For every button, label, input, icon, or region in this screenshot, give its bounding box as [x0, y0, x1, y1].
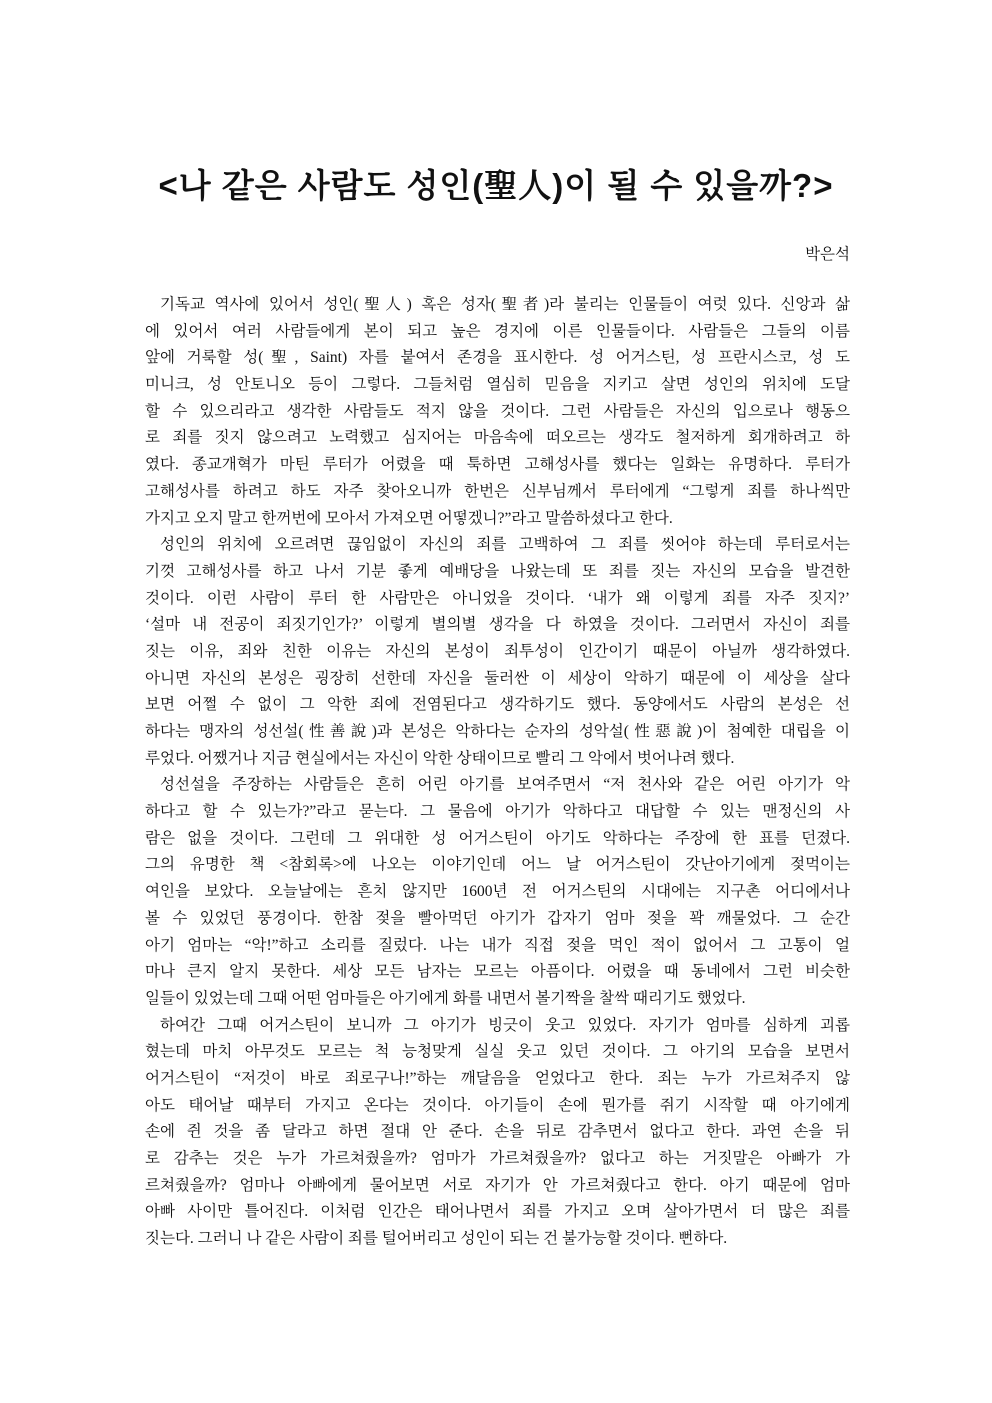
text-line: 하다고 할 수 있는가?”라고 묻는다. 그 물음에 아기가 악하다고 대답할 수 있는 맨정신의 사 [145, 803, 850, 821]
text-line: 그의 유명한 책 <참회록>에 나오는 이야기인데 어느 날 어거스틴이 갓난아기에게 젖먹이는 [145, 856, 850, 874]
text-line: 볼 수 있었던 풍경이다. 한참 젖을 빨아먹던 아기가 갑자기 엄마 젖을 꽉 깨물었다. 그 순간 [145, 909, 850, 927]
document-body [145, 292, 850, 1253]
text-line: 어거스틴이 “저것이 바로 죄로구나!”하는 깨달음을 얻었다고 한다. 죄는 누가 가르쳐주지 않 [145, 1069, 850, 1087]
text-line: 아니면 자신의 본성은 굉장히 선한데 자신을 둘러싼 이 세상이 악하기 때문에 이 세상을 살다 [145, 669, 850, 687]
text-line: 루었다. 어쨌거나 지금 현실에서는 자신이 악한 상태이므로 빨리 그 악에서 벗어나려 했다. [145, 749, 735, 767]
text-line: 성인의 위치에 오르려면 끊임없이 자신의 죄를 고백하여 그 죄를 씻어야 하는데 루터로서는 [160, 536, 850, 554]
text-line: 하다는 맹자의 성선설(性善說)과 본성은 악하다는 순자의 성악설(性惡說)이 첨예한 대립을 이 [145, 723, 850, 740]
text-line: 아빠 사이만 틀어진다. 이처럼 인간은 태어나면서 죄를 가지고 오며 살아가면서 더 많은 죄를 [145, 1203, 850, 1221]
text-line: 가지고 오지 말고 한꺼번에 모아서 가져오면 어떻겠니?”라고 말씀하셨다고 한다. [145, 509, 673, 527]
paragraph [145, 1013, 850, 1253]
text-line: 짓는 이유, 죄와 친한 이유는 자신의 본성이 죄투성이 인간이기 때문이 아닐까 생각하였다. [145, 642, 850, 660]
text-line: 성선설을 주장하는 사람들은 흔히 어린 아기를 보여주면서 “저 천사와 같은 어린 아기가 악 [160, 776, 850, 794]
text-line: 르쳐줬을까? 엄마나 아빠에게 물어보면 서로 자기가 안 가르쳐줬다고 한다. 아기 때문에 엄마 [145, 1176, 850, 1194]
text-line: 손에 쥔 것을 좀 달라고 하면 절대 안 준다. 손을 뒤로 감추면서 없다고 한다. 과연 손을 뒤 [145, 1123, 850, 1141]
text-line: 미니크, 성 안토니오 등이 그렇다. 그들처럼 열심히 믿음을 지키고 살면 성인의 위치에 도달 [145, 376, 850, 394]
text-line: 람은 없을 것이다. 그런데 그 위대한 성 어거스틴이 아기도 악하다는 주장에 한 표를 던졌다. [145, 829, 850, 847]
text-line: 할 수 있으리라고 생각한 사람들도 적지 않을 것이다. 그런 사람들은 자신의 입으로나 행동으 [145, 402, 850, 420]
text-line: 아기 엄마는 “악!”하고 소리를 질렀다. 나는 내가 직접 젖을 먹인 적이 없어서 그 고통이 얼 [145, 936, 850, 954]
text-line: 하여간 그때 어거스틴이 보니까 그 아기가 빙긋이 웃고 있었다. 자기가 엄마를 심하게 괴롭 [160, 1016, 850, 1034]
text-line: 것이다. 이런 사람이 루터 한 사람만은 아니었을 것이다. ‘내가 왜 이렇게 죄를 자주 짓지?’ [145, 589, 850, 607]
author-name: 박은석 [805, 246, 850, 263]
text-line: 아도 태어날 때부터 가지고 온다는 것이다. 아기들이 손에 뭔가를 쥐기 시작할 때 아기에게 [145, 1096, 850, 1114]
text-line: 혔는데 마치 아무것도 모르는 척 능청맞게 실실 웃고 있던 것이다. 그 아기의 모습을 보면서 [145, 1043, 850, 1061]
text-line: 짓는다. 그러니 나 같은 사람이 죄를 털어버리고 성인이 되는 건 불가능할 것이다. 뻔하다. [145, 1230, 728, 1248]
text-line: 로 죄를 짓지 않으려고 노력했고 심지어는 마음속에 떠오르는 생각도 철저하게 회개하려고 하 [145, 429, 850, 447]
text-line: 마나 큰지 알지 못한다. 세상 모든 남자는 모르는 아픔이다. 어렸을 때 동네에서 그런 비슷한 [145, 963, 850, 981]
text-line: 로 감추는 것은 누가 가르쳐줬을까? 엄마가 가르쳐줬을까? 없다고 하는 거짓말은 아빠가 가 [145, 1150, 850, 1167]
text-line: 보면 어쩔 수 없이 그 악한 죄에 전염된다고 생각하기도 했다. 동양에서도 사람의 본성은 선 [145, 696, 850, 714]
paragraph [145, 772, 850, 1012]
text-line: 기껏 고해성사를 하고 나서 기분 좋게 예배당을 나왔는데 또 죄를 짓는 자신의 모습을 발견한 [145, 562, 850, 580]
text-line: 앞에 거룩할 성(聖, Saint) 자를 붙여서 존경을 표시한다. 성 어거스틴, 성 프란시스코, 성 도 [145, 349, 850, 367]
text-line: 기독교 역사에 있어서 성인(聖人) 혹은 성자(聖者)라 불리는 인물들이 여럿 있다. 신앙과 삶 [160, 296, 850, 313]
text-line: ‘설마 내 전공이 죄짓기인가?’ 이렇게 별의별 생각을 다 하였을 것이다. 그러면서 자신이 죄를 [145, 616, 850, 634]
text-line: 였다. 종교개혁가 마틴 루터가 어렸을 때 툭하면 고해성사를 했다는 일화는 유명하다. 루터가 [145, 456, 850, 474]
text-line: 일들이 있었는데 그때 어떤 엄마들은 아기에게 화를 내면서 볼기짝을 찰싹 때리기도 했었다. [145, 989, 746, 1007]
document-title: <나 같은 사람도 성인(聖人)이 될 수 있을까?> [158, 167, 834, 204]
paragraph [145, 532, 850, 772]
text-line: 에 있어서 여러 사람들에게 본이 되고 높은 경지에 이른 인물들이다. 사람들은 그들의 이름 [145, 322, 850, 340]
text-line: 고해성사를 하려고 하도 자주 찾아오니까 한번은 신부님께서 루터에게 “그렇게 죄를 하나씩만 [145, 482, 850, 500]
text-line: 여인을 보았다. 오늘날에는 흔치 않지만 1600년 전 어거스틴의 시대에는 지구촌 어디에서나 [145, 883, 850, 901]
paragraph [145, 292, 850, 532]
